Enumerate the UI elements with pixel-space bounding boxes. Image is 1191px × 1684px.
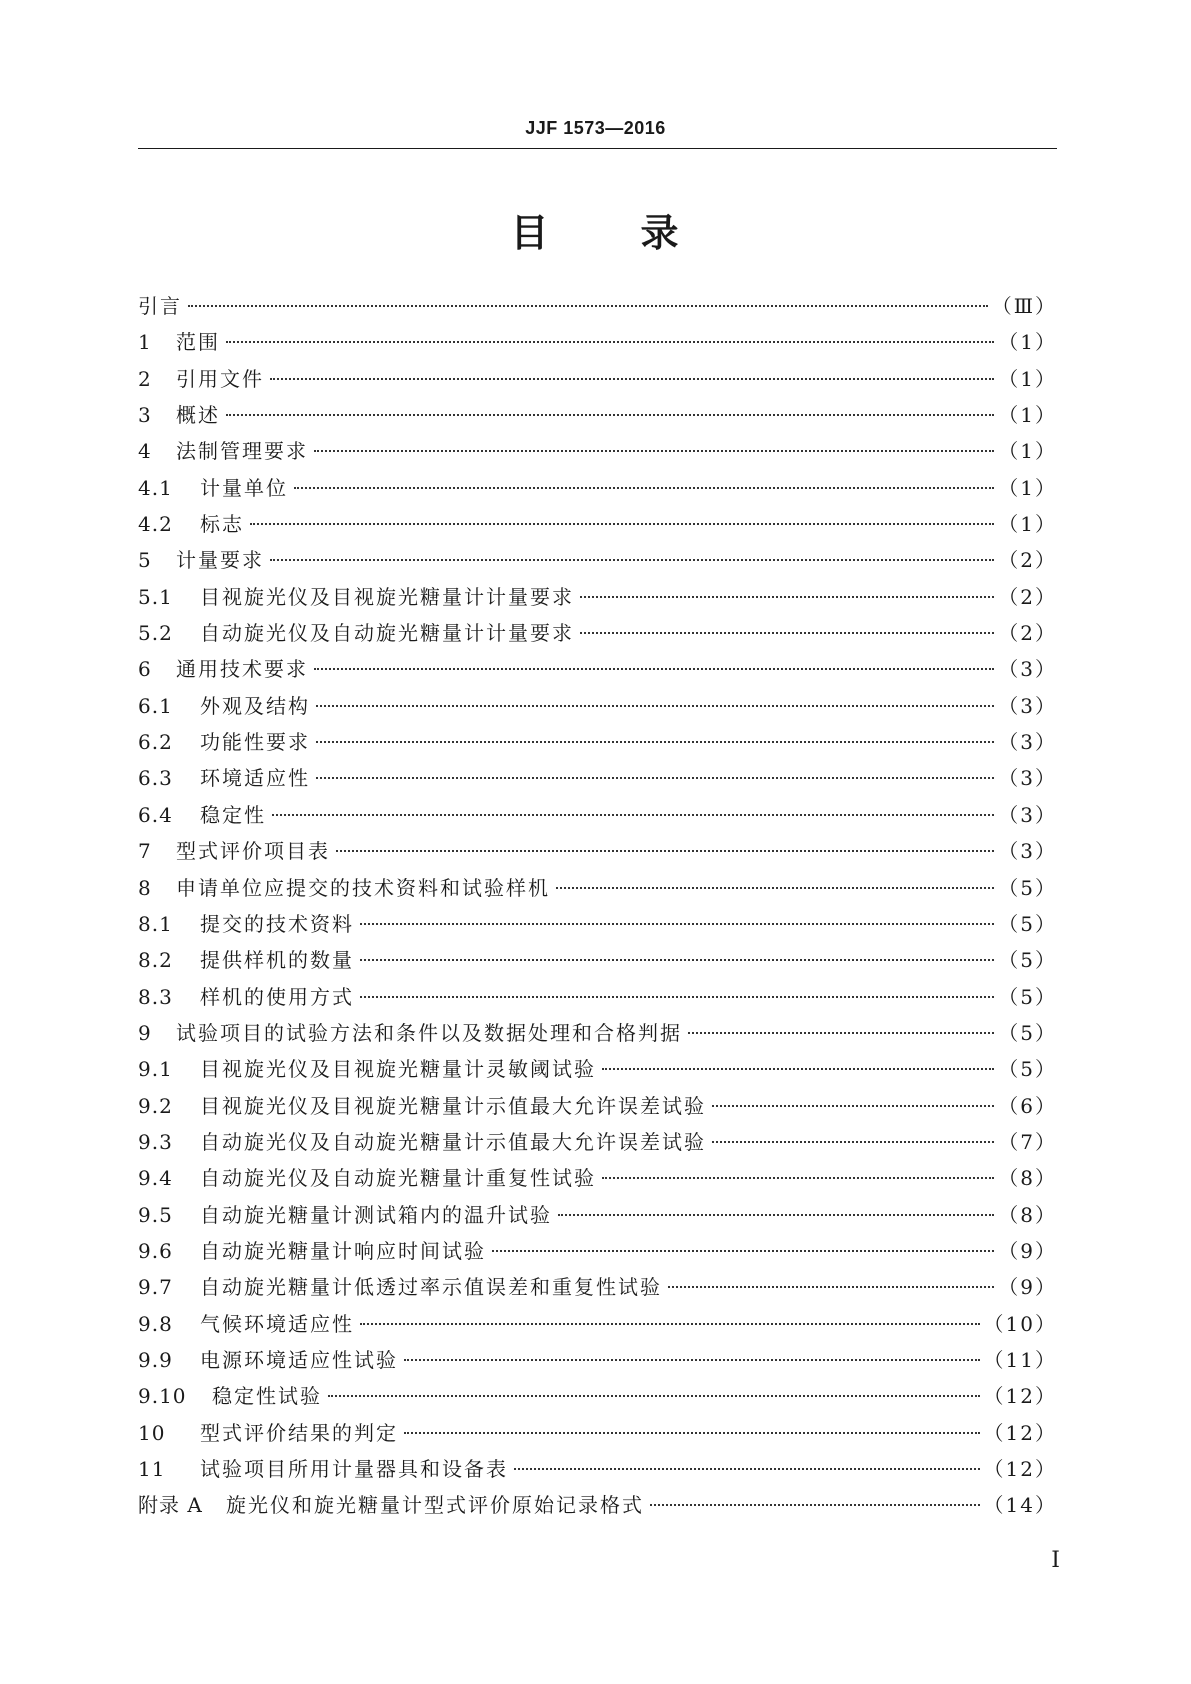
toc-dot-leader (668, 1286, 994, 1288)
toc-entry-page: （1） (998, 366, 1057, 391)
toc-entry[interactable] (138, 1487, 1057, 1523)
toc-entry-page: （11） (983, 1347, 1057, 1372)
toc-dot-leader (294, 487, 994, 489)
toc-entry-label: 试验项目的试验方法和条件以及数据处理和合格判据 (176, 1020, 682, 1045)
toc-entry[interactable] (138, 833, 1057, 869)
toc-dot-leader (250, 523, 994, 525)
toc-entry[interactable] (138, 1306, 1057, 1342)
toc-entry-page: （Ⅲ） (991, 294, 1057, 318)
toc-entry-label: 电源环境适应性试验 (200, 1347, 398, 1372)
toc-dot-leader (492, 1250, 994, 1252)
toc-entry-label: 目视旋光仪及目视旋光糖量计示值最大允许误差试验 (200, 1093, 706, 1118)
toc-entry-page: （1） (998, 512, 1057, 537)
toc-entry[interactable] (138, 1378, 1057, 1414)
toc-entry-number: 9.2 (138, 1093, 173, 1118)
toc-dot-leader (226, 341, 994, 343)
toc-entry[interactable] (138, 506, 1057, 542)
page-title (0, 202, 1191, 257)
toc-entry-page: （12） (983, 1420, 1057, 1445)
toc-entry[interactable] (138, 1051, 1057, 1087)
toc-entry-label: 气候环境适应性 (200, 1311, 354, 1336)
toc-entry-label: 外观及结构 (200, 693, 310, 718)
page-number: Ⅰ (1051, 1548, 1060, 1573)
toc-entry[interactable] (138, 651, 1057, 687)
toc-entry-page: （10） (983, 1311, 1057, 1336)
title-part-2: 录 (640, 211, 681, 255)
toc-entry-number: 8.2 (138, 948, 173, 973)
toc-entry[interactable] (138, 1342, 1057, 1378)
toc-entry-label: 型式评价项目表 (176, 839, 330, 864)
toc-dot-leader (688, 1032, 994, 1034)
toc-entry-number: 9.1 (138, 1057, 173, 1082)
toc-dot-leader (314, 450, 994, 452)
toc-entry[interactable] (138, 724, 1057, 760)
toc-entry[interactable] (138, 1269, 1057, 1305)
toc-entry-number: 3 (138, 403, 152, 428)
toc-entry-label: 标志 (200, 512, 244, 537)
toc-dot-leader (712, 1141, 994, 1143)
header-rule (138, 148, 1057, 149)
toc-entry-label: 试验项目所用计量器具和设备表 (200, 1457, 508, 1481)
toc-dot-leader (270, 378, 994, 380)
toc-entry-number: 4 (138, 439, 152, 464)
toc-entry-label: 自动旋光糖量计响应时间试验 (200, 1238, 486, 1263)
toc-entry-number: 9.3 (138, 1129, 173, 1154)
toc-entry-page: （7） (998, 1129, 1057, 1154)
toc-entry-label: 申请单位应提交的技术资料和试验样机 (176, 875, 550, 900)
toc-entry-page: （6） (998, 1093, 1057, 1118)
toc-entry-number: 8 (138, 875, 152, 900)
toc-entry-number: 附录 A (138, 1493, 203, 1518)
toc-dot-leader (316, 777, 994, 779)
toc-entry-number: 6.4 (138, 802, 173, 827)
toc-entry-page: （3） (998, 730, 1057, 755)
toc-entry-label: 稳定性试验 (212, 1384, 322, 1409)
toc-entry[interactable] (138, 1160, 1057, 1196)
toc-entry-page: （2） (998, 621, 1057, 646)
toc-entry-number: 9.8 (138, 1311, 173, 1336)
toc-dot-leader (580, 632, 994, 634)
toc-entry[interactable] (138, 1197, 1057, 1233)
toc-entry-label: 自动旋光糖量计测试箱内的温升试验 (200, 1202, 552, 1227)
document-code: JJF 1573—2016 (525, 118, 666, 138)
toc-entry[interactable] (138, 1415, 1057, 1451)
toc-entry-number: 5 (138, 548, 152, 573)
toc-entry-number: 11 (138, 1457, 166, 1481)
toc-entry-page: （1） (998, 475, 1057, 500)
toc-dot-leader (602, 1068, 994, 1070)
toc-entry-label: 法制管理要求 (176, 439, 308, 464)
toc-dot-leader (316, 741, 994, 743)
toc-entry-label: 型式评价结果的判定 (200, 1420, 398, 1445)
toc-entry-number: 8.3 (138, 984, 173, 1009)
toc-entry-page: （3） (998, 802, 1057, 827)
toc-entry[interactable] (138, 979, 1057, 1015)
toc-entry-page: （8） (998, 1202, 1057, 1227)
toc-dot-leader (270, 559, 994, 561)
toc-dot-leader (328, 1395, 980, 1397)
toc-dot-leader (712, 1105, 994, 1107)
toc-entry-page: （5） (998, 948, 1057, 973)
toc-entry-number: 8.1 (138, 911, 173, 936)
toc-entry-label: 目视旋光仪及目视旋光糖量计灵敏阈试验 (200, 1057, 596, 1082)
toc-dot-leader (580, 596, 994, 598)
toc-entry-number: 1 (138, 330, 152, 355)
toc-entry-label: 概述 (176, 403, 220, 428)
toc-dot-leader (404, 1432, 980, 1434)
toc-entry-page: （5） (998, 911, 1057, 936)
toc-entry-number: 6 (138, 657, 152, 682)
toc-entry-label: 引用文件 (176, 366, 264, 391)
toc-dot-leader (360, 996, 994, 998)
toc-entry-number: 9 (138, 1020, 152, 1045)
toc-entry-number: 9.9 (138, 1347, 173, 1372)
toc-entry-label: 目视旋光仪及目视旋光糖量计计量要求 (200, 584, 574, 609)
toc-dot-leader (226, 414, 994, 416)
toc-dot-leader (360, 1323, 980, 1325)
toc-entry-page: （2） (998, 548, 1057, 573)
toc-dot-leader (316, 705, 994, 707)
toc-entry[interactable] (138, 324, 1057, 360)
toc-entry[interactable] (138, 688, 1057, 724)
toc-entry-label: 自动旋光仪及自动旋光糖量计计量要求 (200, 621, 574, 646)
toc-entry-label: 功能性要求 (200, 730, 310, 755)
toc-dot-leader (336, 850, 994, 852)
toc-entry-page: （5） (998, 875, 1057, 900)
toc-entry-number: 4.2 (138, 512, 173, 537)
toc-dot-leader (272, 814, 994, 816)
toc-entry-number: 6.1 (138, 693, 173, 718)
toc-entry-number: 4.1 (138, 475, 173, 500)
toc-entry[interactable] (138, 1088, 1057, 1124)
toc-entry-number: 9.7 (138, 1275, 173, 1300)
toc-entry[interactable] (138, 470, 1057, 506)
toc-entry-page: （3） (998, 693, 1057, 718)
toc-dot-leader (650, 1504, 980, 1506)
toc-entry-page: （8） (998, 1166, 1057, 1191)
toc-entry-page: （1） (998, 330, 1057, 355)
toc-entry-label: 样机的使用方式 (200, 984, 354, 1009)
toc-entry-page: （3） (998, 657, 1057, 682)
toc-entry-label: 自动旋光仪及自动旋光糖量计示值最大允许误差试验 (200, 1129, 706, 1154)
toc-dot-leader (314, 668, 994, 670)
toc-entry-label: 计量单位 (200, 475, 288, 500)
toc-dot-leader (556, 887, 994, 889)
toc-dot-leader (558, 1214, 994, 1216)
toc-entry-page: （5） (998, 1020, 1057, 1045)
toc-entry-page: （12） (983, 1384, 1057, 1409)
toc-entry[interactable] (138, 433, 1057, 469)
toc-entry[interactable] (138, 542, 1057, 578)
toc-dot-leader (360, 923, 994, 925)
toc-entry-number: 9.6 (138, 1238, 173, 1263)
toc-entry-label: 环境适应性 (200, 766, 310, 791)
title-part-1: 目 (510, 211, 551, 255)
toc-entry[interactable] (138, 1015, 1057, 1051)
toc-entry-label: 范围 (176, 330, 220, 355)
toc-entry[interactable] (138, 797, 1057, 833)
toc-entry-page: （14） (983, 1493, 1057, 1518)
toc-entry-number: 6.2 (138, 730, 173, 755)
toc-entry-number: 9.5 (138, 1202, 173, 1227)
toc-entry[interactable] (138, 1124, 1057, 1160)
toc-entry-page: （5） (998, 1057, 1057, 1082)
toc-entry-page: （1） (998, 439, 1057, 464)
table-of-contents (138, 288, 1057, 1524)
toc-entry-label: 计量要求 (176, 548, 264, 573)
toc-entry[interactable] (138, 579, 1057, 615)
toc-entry-number: 6.3 (138, 766, 173, 791)
toc-entry-label: 自动旋光仪及自动旋光糖量计重复性试验 (200, 1166, 596, 1191)
toc-entry[interactable] (138, 760, 1057, 796)
toc-entry-label: 提供样机的数量 (200, 948, 354, 973)
toc-dot-leader (404, 1359, 980, 1361)
toc-entry-page: （5） (998, 984, 1057, 1009)
toc-entry[interactable] (138, 361, 1057, 397)
toc-entry-label: 通用技术要求 (176, 657, 308, 682)
toc-entry-number: 2 (138, 366, 152, 391)
toc-entry-page: （2） (998, 584, 1057, 609)
toc-dot-leader (188, 305, 988, 307)
toc-entry-page: （1） (998, 403, 1057, 428)
toc-entry[interactable] (138, 615, 1057, 651)
toc-entry[interactable] (138, 288, 1057, 324)
toc-entry-page: （9） (998, 1238, 1057, 1263)
toc-entry-number: 9.10 (138, 1384, 187, 1409)
toc-entry-page: （12） (983, 1457, 1057, 1481)
toc-entry[interactable] (138, 942, 1057, 978)
toc-entry-label: 提交的技术资料 (200, 911, 354, 936)
toc-entry-number: 7 (138, 839, 152, 864)
toc-dot-leader (514, 1468, 980, 1470)
toc-entry[interactable] (138, 397, 1057, 433)
toc-entry[interactable] (138, 1451, 1057, 1487)
toc-entry-page: （9） (998, 1275, 1057, 1300)
toc-entry-label: 旋光仪和旋光糖量计型式评价原始记录格式 (226, 1493, 644, 1518)
toc-dot-leader (602, 1177, 994, 1179)
toc-entry-label: 引言 (138, 294, 182, 318)
toc-entry-number: 9.4 (138, 1166, 173, 1191)
toc-entry[interactable] (138, 906, 1057, 942)
toc-entry-number: 5.2 (138, 621, 173, 646)
toc-entry[interactable] (138, 870, 1057, 906)
toc-entry[interactable] (138, 1233, 1057, 1269)
toc-entry-number: 10 (138, 1420, 166, 1445)
toc-entry-number: 5.1 (138, 584, 173, 609)
toc-dot-leader (360, 959, 994, 961)
toc-entry-label: 稳定性 (200, 802, 266, 827)
toc-entry-label: 自动旋光糖量计低透过率示值误差和重复性试验 (200, 1275, 662, 1300)
toc-entry-page: （3） (998, 839, 1057, 864)
toc-entry-page: （3） (998, 766, 1057, 791)
